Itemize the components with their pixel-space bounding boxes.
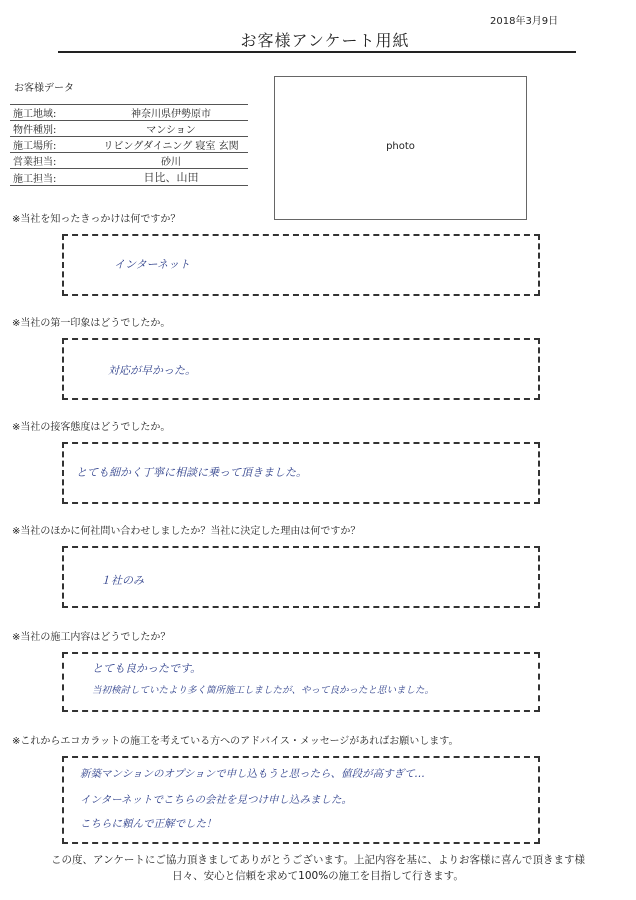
info-row <box>10 153 248 169</box>
info-value: リビングダイニング 寝室 玄関 <box>94 137 248 153</box>
answer-3-line: とても細かく丁寧に相談に乗って頂きました。 <box>76 466 307 479</box>
info-key: 営業担当: <box>10 153 94 169</box>
footer-line-2: 日々、安心と信頼を求めて100%の施工を目指して行きます。 <box>172 870 464 882</box>
info-value: 神奈川県伊勢原市 <box>94 105 248 121</box>
answer-5-line-2: 当初検討していたより多く箇所施工しましたが、やって良かったと思いました。 <box>92 685 435 696</box>
customer-data-heading: お客様データ <box>14 83 74 94</box>
answer-6-line-3: こちらに頼んで正解でした！ <box>80 818 217 830</box>
info-key: 物件種別: <box>10 121 94 137</box>
info-key: 施工地域: <box>10 105 94 121</box>
answer-4-line: １社のみ <box>100 574 144 587</box>
info-key: 施工場所: <box>10 137 94 153</box>
answer-1-line: インターネット <box>114 258 191 271</box>
customer-info-table <box>10 104 248 186</box>
info-value: 砂川 <box>94 153 248 169</box>
answer-box-1 <box>62 234 540 296</box>
question-3: ※当社の接客態度はどうでしたか。 <box>12 422 171 433</box>
photo-placeholder <box>274 76 527 220</box>
question-1: ※当社を知ったきっかけは何ですか？ <box>12 214 181 225</box>
answer-2-line: 対応が早かった。 <box>108 364 196 377</box>
survey-date: 2018年3月9日 <box>490 16 559 27</box>
answer-6-line-2: インターネットでこちらの会社を見つけ申し込みました。 <box>80 794 353 806</box>
answer-box-6 <box>62 756 540 844</box>
question-6: ※これからエコカラットの施工を考えている方へのアドバイス・メッセージがあればお願いします。 <box>12 736 459 747</box>
answer-6-line-1: 新築マンションのオプションで申し込もうと思ったら、値段が高すぎて… <box>80 768 426 780</box>
info-key: 施工担当: <box>10 169 94 186</box>
info-row <box>10 105 248 121</box>
answer-box-5 <box>62 652 540 712</box>
question-2: ※当社の第一印象はどうでしたか。 <box>12 318 171 329</box>
info-value: 日比、山田 <box>94 169 248 186</box>
info-row <box>10 137 248 153</box>
footer-line-1: この度、アンケートにご協力頂きましてありがとうございます。上記内容を基に、よりお客様に喜んで頂きます様 <box>50 854 586 866</box>
answer-box-2 <box>62 338 540 400</box>
photo-label: photo <box>386 141 415 152</box>
question-5: ※当社の施工内容はどうでしたか？ <box>12 632 171 643</box>
page-title: お客様アンケート用紙 <box>240 31 410 50</box>
answer-box-4 <box>62 546 540 608</box>
info-row <box>10 169 248 186</box>
answer-box-3 <box>62 442 540 504</box>
info-row <box>10 121 248 137</box>
title-underline <box>58 51 576 53</box>
question-4: ※当社のほかに何社問い合わせしましたか？当社に決定した理由は何ですか？ <box>12 526 361 537</box>
answer-5-line-1: とても良かったです。 <box>92 662 202 675</box>
info-value: マンション <box>94 121 248 137</box>
